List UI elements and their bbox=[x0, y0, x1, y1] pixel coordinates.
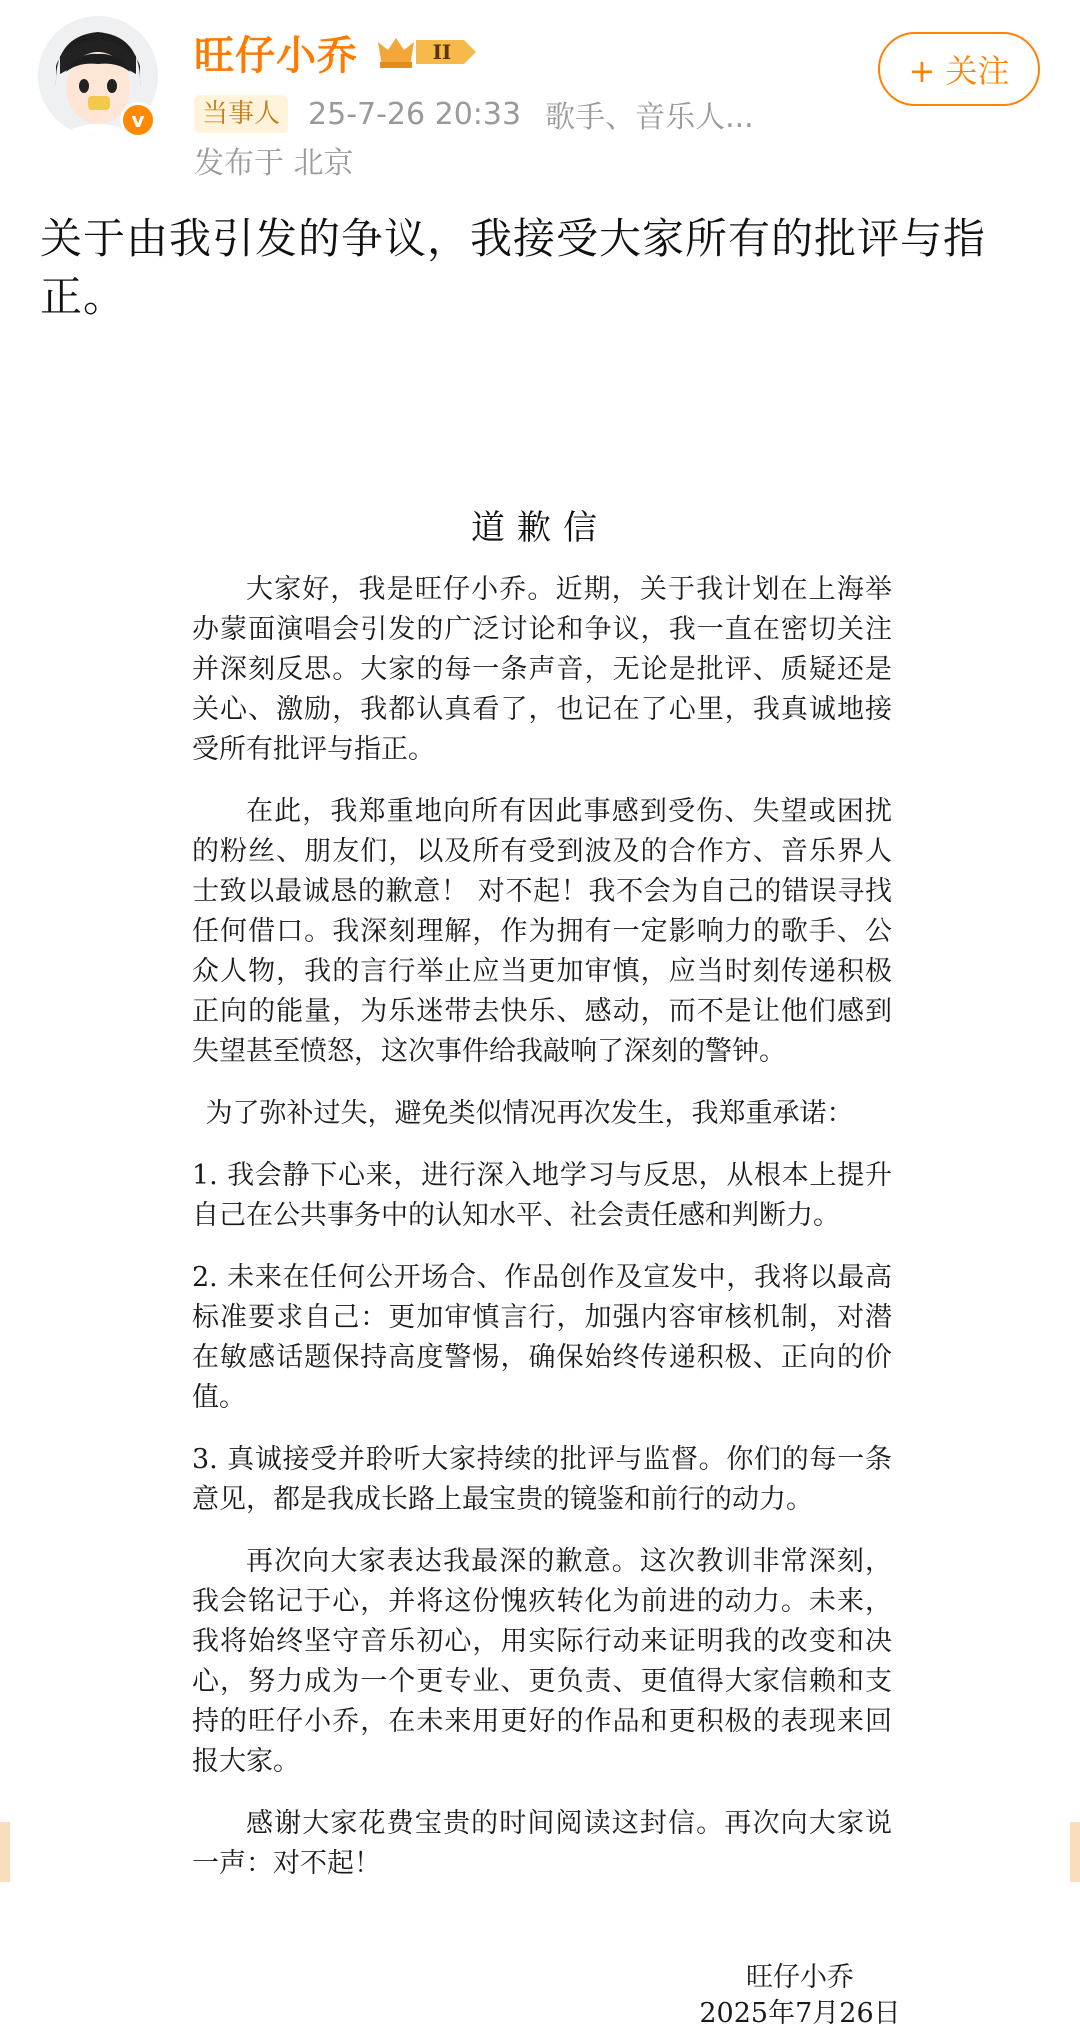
letter-paragraph: 再次向大家表达我最深的歉意。这次教训非常深刻，我会铭记于心，并将这份愧疚转化为前进的动力。未来，我将始终坚守音乐初心，用实际行动来证明我的改变和决心，努力成为一个更专业、更负责、更值得大家信赖和支持的旺仔小乔，在未来用更好的作品和更积极的表现来回报大家。 bbox=[192, 1546, 892, 1777]
signature-name: 旺仔小乔 bbox=[746, 1962, 854, 1993]
letter-paragraph: 在此，我郑重地向所有因此事感到受伤、失望或困扰的粉丝、朋友们，以及所有受到波及的合作方、音乐界人士致以最诚恳的歉意！ 对不起！我不会为自己的错误寻找任何借口。我深刻理解，作为拥有一定影响力的歌手、公众人物，我的言行举止应当更加审慎，应当时刻传递积极正向的能量，为乐迷带去快乐、感动，而不是让他们感到失望甚至愤怒，这次事件给我敲响了深刻的警钟。 bbox=[192, 796, 892, 1067]
member-level-text: II bbox=[432, 40, 452, 64]
letter-signature bbox=[690, 1960, 910, 2032]
username-row bbox=[194, 22, 482, 82]
post-meta bbox=[194, 92, 754, 136]
verified-badge-icon: v bbox=[120, 102, 156, 138]
post-image-letter[interactable] bbox=[0, 470, 1080, 2030]
letter-paragraph: 3. 真诚接受并聆听大家持续的批评与监督。你们的每一条意见，都是我成长路上最宝贵的镜鉴和前行的动力。 bbox=[192, 1444, 892, 1515]
letter-paragraph: 感谢大家花费宝贵的时间阅读这封信。再次向大家说一声：对不起！ bbox=[192, 1808, 892, 1879]
post-header bbox=[0, 0, 1080, 200]
letter-title: 道歉信 bbox=[471, 508, 609, 548]
post-timestamp: 25-7-26 20:33 bbox=[308, 96, 522, 132]
letter-paragraph: 1. 我会静下心来，进行深入地学习与反思，从根本上提升自己在公共事务中的认知水平、社会责任感和判断力。 bbox=[192, 1160, 892, 1231]
letter-paragraph: 2. 未来在任何公开场合、作品创作及宣发中，我将以最高标准要求自己：更加审慎言行，加强内容审核机制，对潜在敏感话题保持高度警惕，确保始终传递积极、正向的价值。 bbox=[192, 1262, 892, 1413]
image-edge-left bbox=[0, 1822, 10, 1882]
post-location: 发布于 北京 bbox=[194, 146, 354, 181]
image-edge-right bbox=[1070, 1822, 1080, 1882]
username[interactable]: 旺仔小乔 bbox=[194, 32, 358, 79]
status-badge: 当事人 bbox=[194, 95, 288, 133]
member-crown-badge-icon[interactable] bbox=[372, 32, 482, 72]
letter-paragraph: 为了弥补过失，避免类似情况再次发生，我郑重承诺： bbox=[205, 1098, 854, 1129]
letter-paragraph: 大家好，我是旺仔小乔。近期，关于我计划在上海举办蒙面演唱会引发的广泛讨论和争议，我一直在密切关注并深刻反思。大家的每一条声音，无论是批评、质疑还是关心、激励，我都认真看了，也记在了心里，我真诚地接受所有批评与指正。 bbox=[192, 574, 892, 765]
post-text: 关于由我引发的争议，我接受大家所有的批评与指正。 bbox=[40, 214, 987, 321]
user-category: 歌手、音乐人... bbox=[545, 100, 754, 135]
signature-date: 2025年7月26日 bbox=[699, 1998, 901, 2029]
follow-button[interactable]: + 关注 bbox=[878, 32, 1040, 106]
letter-body bbox=[192, 570, 892, 1906]
